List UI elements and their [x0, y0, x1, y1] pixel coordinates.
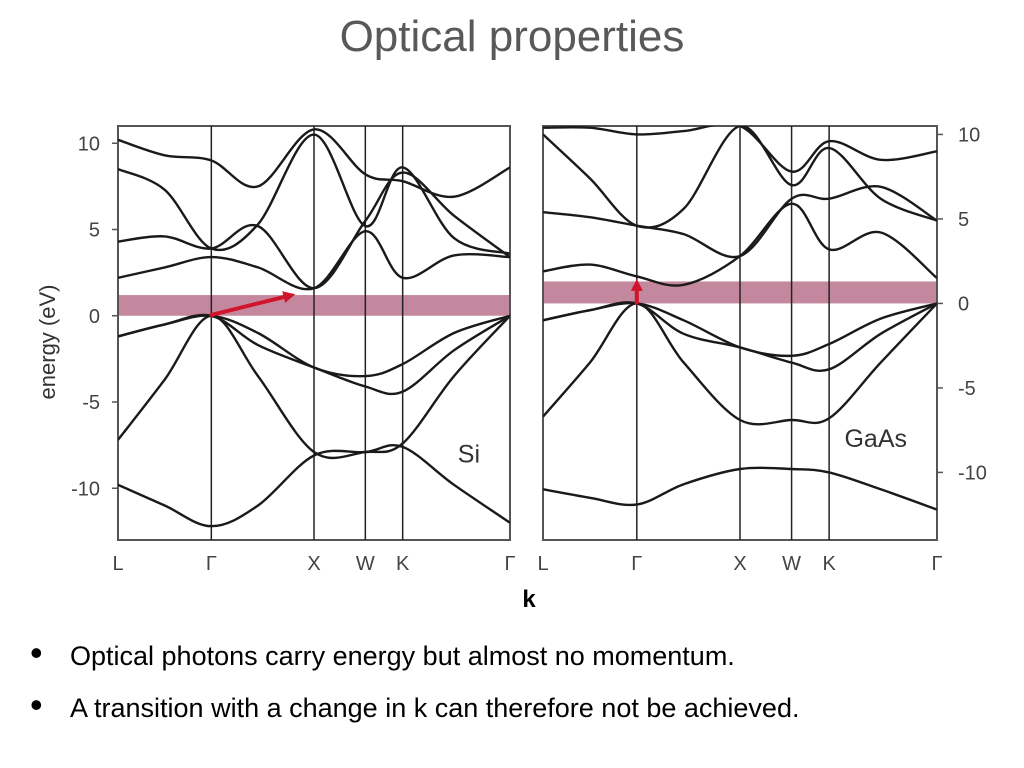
- x-tick-label: X: [733, 553, 747, 575]
- y-axis-label: energy (eV): [35, 284, 60, 400]
- si-band-panel: [71, 126, 515, 575]
- bullet-icon: •: [30, 684, 43, 725]
- y-tick-label: 10: [77, 133, 100, 156]
- y-tick-label: -5: [958, 377, 976, 400]
- band-structure-chart: [0, 100, 1024, 620]
- bullet-text: Optical photons carry energy but almost no momentum.: [70, 641, 735, 671]
- y-tick-label: -5: [82, 392, 100, 414]
- slide-title: Optical properties: [339, 12, 685, 61]
- y-tick-label: 5: [88, 219, 100, 242]
- y-tick-label: 0: [88, 305, 100, 328]
- x-tick-label: L: [537, 553, 549, 575]
- x-tick-label: K: [395, 553, 410, 575]
- y-tick-label: 10: [958, 124, 981, 147]
- x-tick-label: Γ: [504, 553, 516, 575]
- x-tick-label: Γ: [631, 553, 643, 575]
- bullet-list: [30, 630, 799, 734]
- x-tick-label: W: [782, 553, 802, 575]
- material-label: GaAs: [844, 425, 907, 454]
- x-tick-label: Γ: [205, 553, 217, 575]
- x-tick-label: X: [307, 553, 321, 575]
- gaas-band-panel: [537, 124, 986, 575]
- bullet-text: A transition with a change in k can therefore not be achieved.: [70, 693, 800, 723]
- x-tick-label: K: [822, 553, 836, 575]
- x-tick-label: L: [112, 553, 124, 575]
- x-axis-label: k: [522, 586, 536, 613]
- y-tick-label: -10: [71, 478, 100, 501]
- bullet-item: [30, 630, 799, 682]
- y-tick-label: 0: [958, 293, 970, 316]
- y-tick-label: 5: [958, 208, 970, 231]
- y-tick-label: -10: [958, 462, 987, 485]
- material-label: Si: [457, 440, 480, 469]
- bullet-icon: •: [30, 632, 43, 673]
- x-tick-label: W: [355, 553, 375, 575]
- x-tick-label: Γ: [931, 553, 943, 575]
- bullet-item: [30, 682, 799, 734]
